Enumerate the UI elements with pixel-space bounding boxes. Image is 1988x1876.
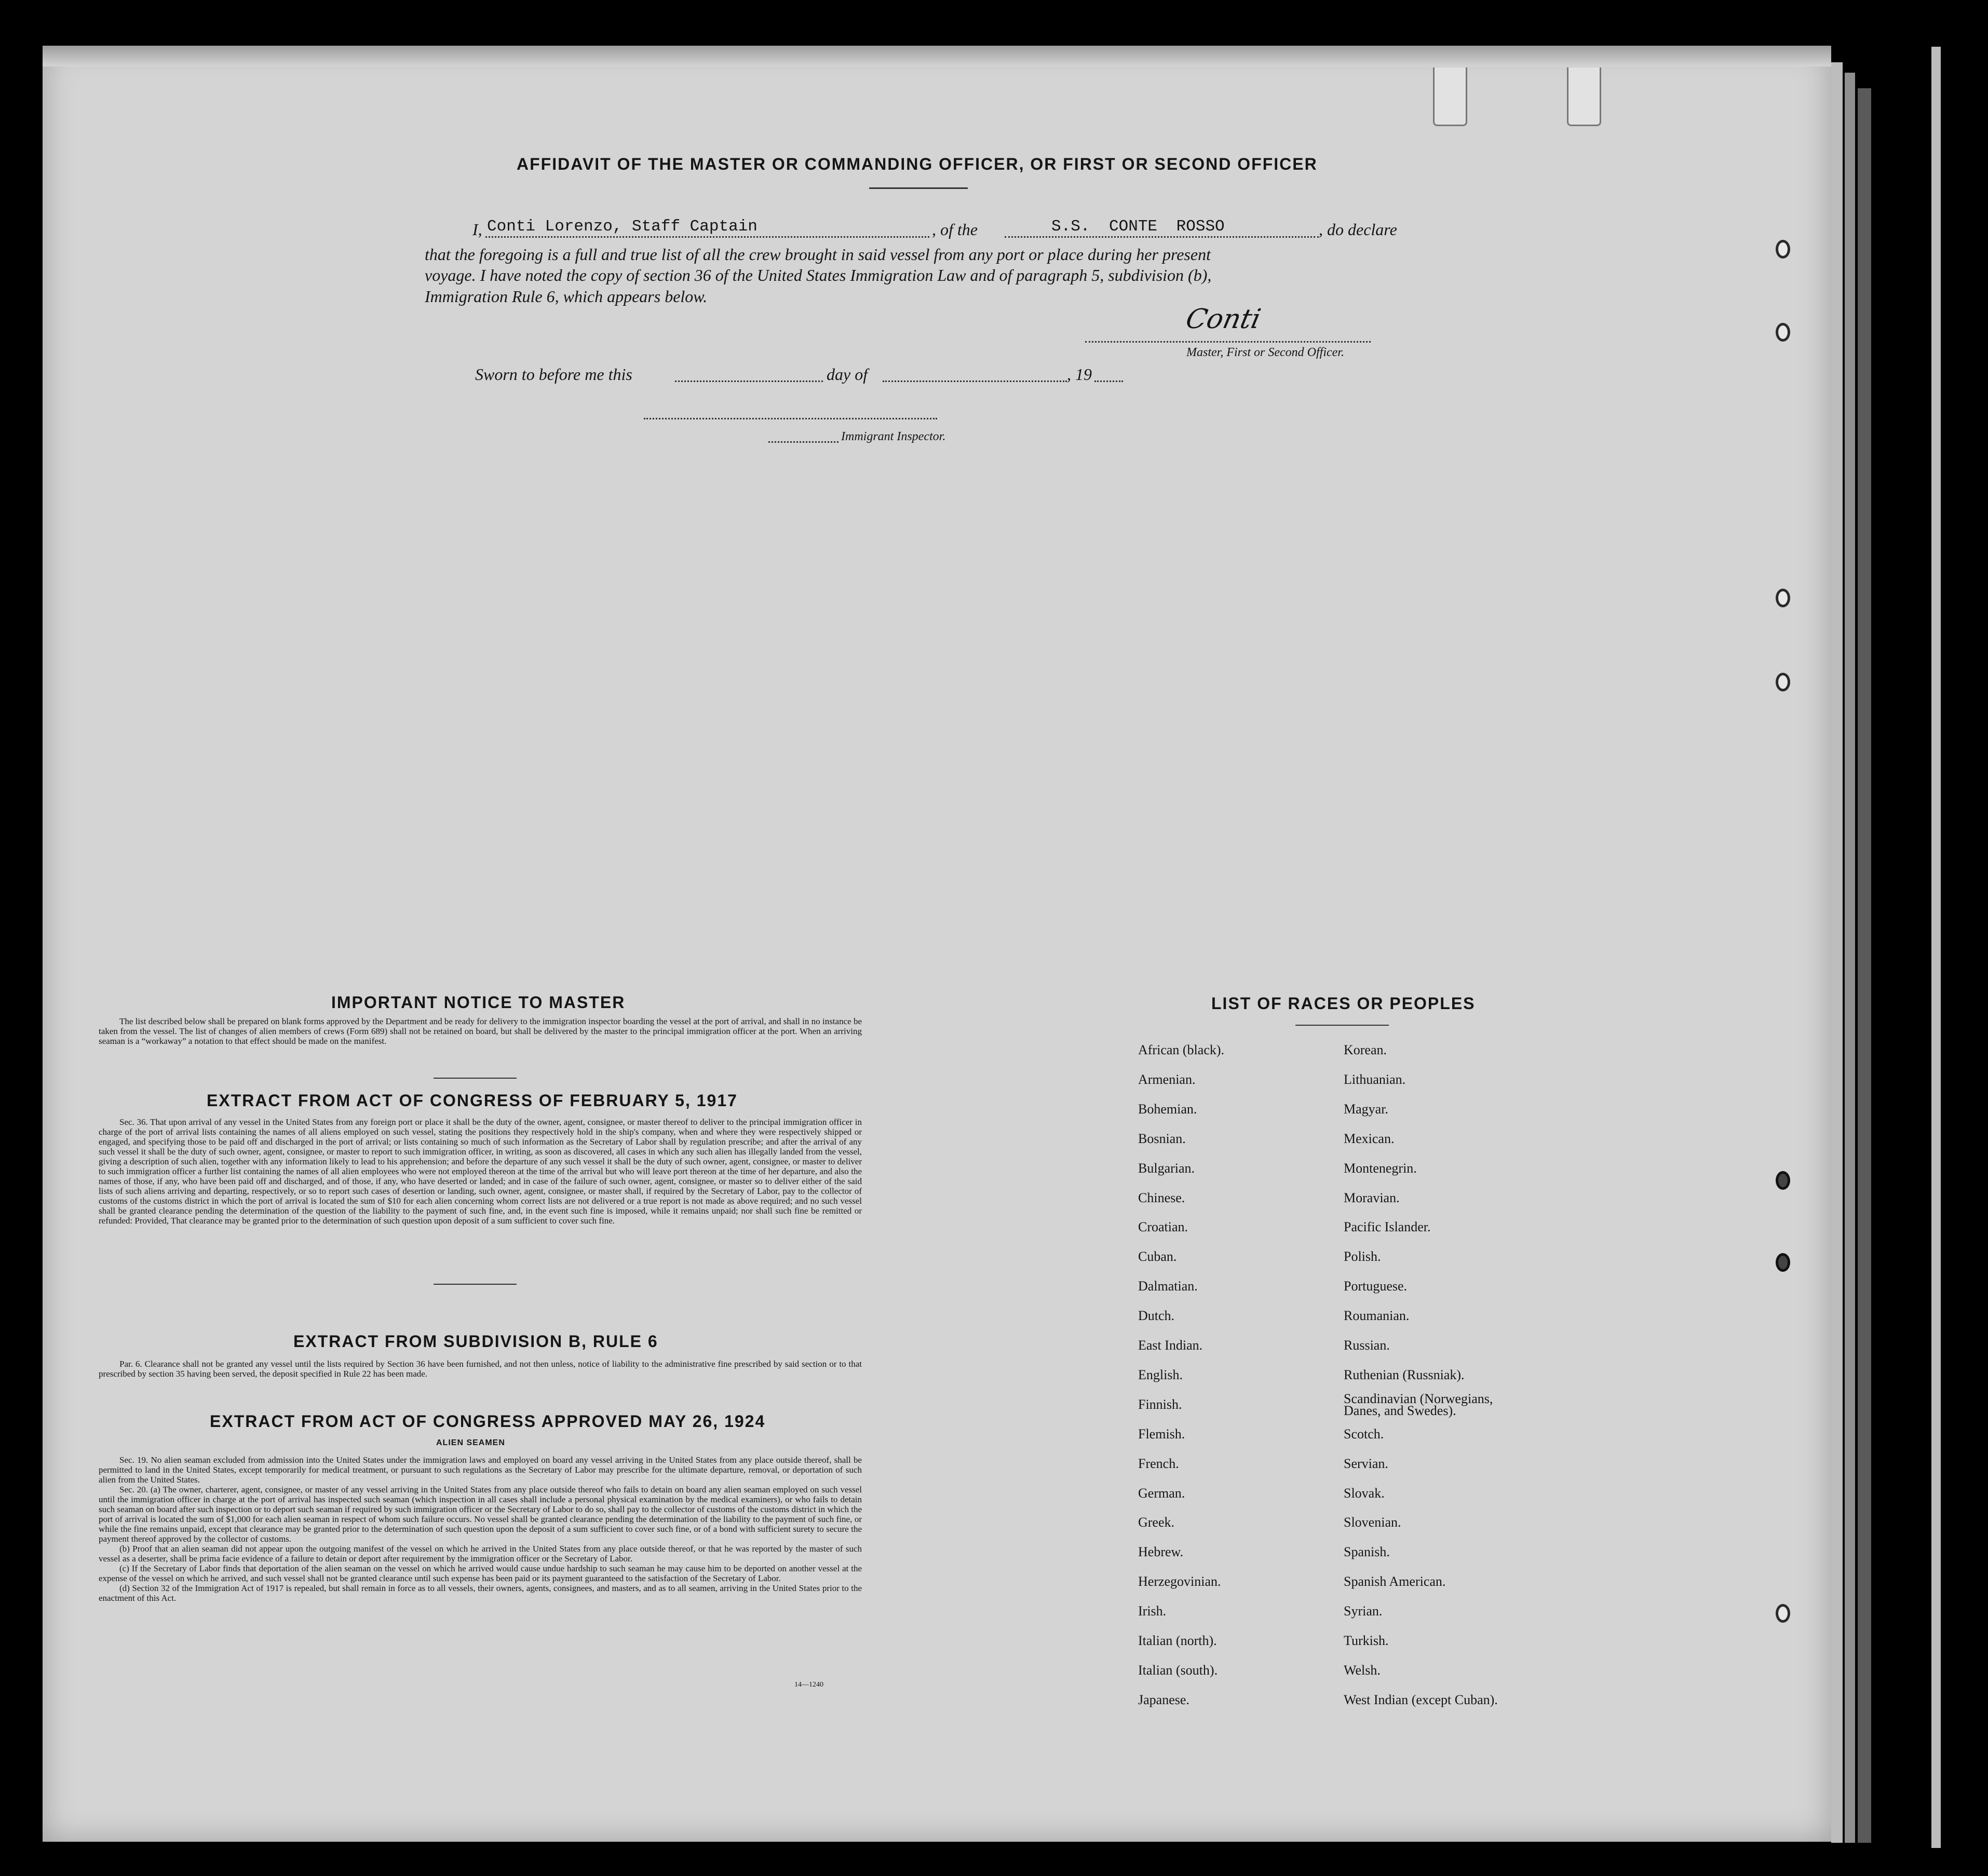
race-item: Slovenian. xyxy=(1344,1515,1401,1530)
race-item: Croatian. xyxy=(1138,1219,1188,1235)
section-paragraph: (c) If the Secretary of Labor finds that deportation of the alien seaman on the vessel on which he arrived would cause undue hardship to such seaman he may cause him to be deported on another vessel at the expense of the vessel on which he arrived, and such vessel shall not be granted clearance until such expense has been paid or its payment guaranteed to the satisfaction of the Secretary of Labor. xyxy=(99,1564,862,1583)
race-item: Slovak. xyxy=(1344,1485,1385,1501)
form-number: 14—1240 xyxy=(794,1681,823,1689)
race-item: Bohemian. xyxy=(1138,1101,1197,1117)
fill-line xyxy=(675,380,823,382)
race-item: Cuban. xyxy=(1138,1249,1177,1265)
race-item: Spanish. xyxy=(1344,1544,1390,1560)
punch-hole-icon xyxy=(1776,589,1790,607)
punch-hole-icon xyxy=(1776,1604,1790,1623)
page-edge xyxy=(1931,47,1941,1848)
punch-hole-icon xyxy=(1776,673,1790,691)
race-item: Finnish. xyxy=(1138,1396,1182,1412)
divider xyxy=(869,187,968,189)
race-item: Lithuanian. xyxy=(1344,1071,1406,1087)
race-item: Syrian. xyxy=(1344,1603,1383,1619)
race-item: Flemish. xyxy=(1138,1426,1185,1442)
extract-1917-text: Sec. 36. That upon arrival of any vessel in the United States from any foreign port or place it shall be the duty of the owner, agent, consignee, or master thereof to deliver to the principal immigration officer in charge of the port of arrival lists containing the names of all aliens employed on such vessel, stating the positions they respectively hold in the ship's company, when and where they were respectively shipped or engaged, and specifying those to be paid off and discharged in the port of arrival; or lists containing so much of such information as the Secretary of Labor shall by regulation prescribe; and after the arrival of any such vessel it shall be the duty of such owner, agent, consignee, or master to report to such immigration officer, in writing, as soon as discovered, all cases in which any such alien has illegally landed from the vessel, giving a description of such alien, together with any information likely to lead to his apprehension; and before the departure of any such vessel it shall be the duty of such owner, agent, consignee, or master to deliver to such immigration officer a further list containing the names of all alien employees who were not employed thereon at the time of the arrival but who will leave port thereon at the time of her departure, and also the names of those, if any, who have been paid off and discharged, and of those, if any, who have deserted or landed; and in case of the failure of such owner, agent, consignee, or master so to deliver either of the said lists of such aliens arriving and departing, respectively, or so to report such cases of desertion or landing, such owner, agent, consignee, or master shall, if required by the Secretary of Labor, pay to the collector of customs of the customs district in which the port of arrival is located the sum of $10 for each alien concerning whom correct lists are not delivered or a true report is not made as above required; and no such vessel shall be granted clearance pending the determination of the question of the liability to the payment of such fine, and, in the event such fine is imposed, while it remains unpaid; nor shall such fine be remitted or refunded: Provided, That clearance may be granted prior to the determination of such question upon deposit of a sum sufficient to cover such fine. xyxy=(99,1117,862,1226)
rule6-text: Par. 6. Clearance shall not be granted any vessel until the lists required by Section 36 have been furnished, and not then unless, notice of liability to the administrative fine prescribed by said section or to that prescribed by section 35 having been served, the deposit specified in Rule 22 has been made. xyxy=(99,1359,862,1379)
race-item: Japanese. xyxy=(1138,1692,1189,1707)
inspector-caption: Immigrant Inspector. xyxy=(841,430,946,443)
extract-1924-text xyxy=(99,1455,862,1603)
race-item: Italian (south). xyxy=(1138,1662,1218,1678)
affidavit-line: Immigration Rule 6, which appears below. xyxy=(425,287,708,306)
divider xyxy=(434,1284,517,1285)
race-item: Bulgarian. xyxy=(1138,1160,1195,1176)
notice-title: IMPORTANT NOTICE TO MASTER xyxy=(331,993,626,1012)
race-item: Korean. xyxy=(1344,1042,1387,1057)
race-item: Turkish. xyxy=(1344,1633,1389,1648)
extract-1917-title: EXTRACT FROM ACT OF CONGRESS OF FEBRUARY 5, 1917 xyxy=(207,1091,738,1110)
page-edge xyxy=(1858,88,1871,1843)
fill-line xyxy=(644,418,937,419)
race-item: West Indian (except Cuban). xyxy=(1344,1692,1498,1707)
do-declare-label: , do declare xyxy=(1319,220,1397,239)
race-item: English. xyxy=(1138,1367,1183,1382)
race-item: Roumanian. xyxy=(1344,1308,1410,1324)
race-item: Herzegovinian. xyxy=(1138,1574,1221,1589)
race-item: Chinese. xyxy=(1138,1190,1185,1205)
section-paragraph: Sec. 20. (a) The owner, charterer, agent, consignee, or master of any vessel arriving in the United States from any place outside thereof who fails to detain on board any alien seaman employed on such vessel until the immigration officer in charge at the port of arrival has inspected such seaman (which inspection in all cases shall include a personal physical examination by the medical examiners), or who fails to detain such seaman on board after such inspection or to deport such seaman if required by such immigration officer or the Secretary of Labor to do so, shall pay to the collector of customs of the customs district in which the port of arrival is located the sum of $1,000 for each alien seaman in respect of whom such failure occurs. No vessel shall be granted clearance pending the determination of the liability to the payment of such fine, or while the fine remains unpaid, except that clearance may be granted prior to the determination of such question upon the deposit of a sum sufficient to cover such fine, or of a bond with sufficient surety to secure the payment thereof approved by the collector of customs. xyxy=(99,1485,862,1544)
divider xyxy=(434,1078,517,1079)
sworn-label: Sworn to before me this xyxy=(475,365,632,384)
affidavit-title: AFFIDAVIT OF THE MASTER OR COMMANDING OFFICER, OR FIRST OR SECOND OFFICER xyxy=(517,155,1318,173)
race-item: Armenian. xyxy=(1138,1071,1196,1087)
affidavit-line: that the foregoing is a full and true list of all the crew brought in said vessel from any port or place during her present xyxy=(425,245,1211,264)
race-item: Russian. xyxy=(1344,1338,1390,1353)
signature-line xyxy=(1085,341,1371,343)
punch-hole-icon xyxy=(1776,323,1790,342)
race-item: Bosnian. xyxy=(1138,1131,1186,1146)
race-item: Ruthenian (Russniak). xyxy=(1344,1367,1465,1382)
fill-line xyxy=(485,236,929,238)
race-item: Scandinavian (Norwegians, Danes, and Swedes). xyxy=(1344,1391,1493,1418)
race-item: Montenegrin. xyxy=(1344,1160,1417,1176)
race-item: Greek. xyxy=(1138,1515,1175,1530)
race-item: Dalmatian. xyxy=(1138,1279,1198,1294)
signature: Conti xyxy=(1183,304,1264,335)
affidavit-line: voyage. I have noted the copy of section 36 of the United States Immigration Law and of paragraph 5, subdivision (b), xyxy=(425,266,1212,284)
divider xyxy=(1295,1025,1389,1026)
punch-hole-icon xyxy=(1776,240,1790,259)
fill-line xyxy=(1094,380,1123,382)
section-paragraph: (d) Section 32 of the Immigration Act of 1917 is repealed, but shall remain in force as to all vessels, their owners, agents, consignees, and masters, and as to all seamen, arriving in the United States prior to the enactment of this Act. xyxy=(99,1583,862,1603)
declarant-prefix: I, xyxy=(472,220,482,239)
race-item: French. xyxy=(1138,1456,1179,1471)
year-label: , 19 xyxy=(1067,365,1092,384)
fill-line xyxy=(1005,236,1319,238)
alien-seamen-subtitle: ALIEN SEAMEN xyxy=(436,1438,505,1447)
day-of-label: day of xyxy=(827,365,868,384)
officer-name-field: Conti Lorenzo, Staff Captain xyxy=(487,217,758,236)
race-item: Mexican. xyxy=(1344,1131,1395,1146)
page-edge xyxy=(1831,62,1843,1843)
race-item: Welsh. xyxy=(1344,1662,1381,1678)
punch-hole-icon xyxy=(1776,1253,1790,1272)
race-item: Portuguese. xyxy=(1344,1279,1408,1294)
rule6-title: EXTRACT FROM SUBDIVISION B, RULE 6 xyxy=(293,1332,658,1351)
section-paragraph: (b) Proof that an alien seaman did not appear upon the outgoing manifest of the vessel on which he arrived in the United States from any place outside thereof, or that he was reported by the master of such vessel as a deserter, shall be prima facie evidence of a failure to detain or deport after requirement by the immigration officer or the Secretary of Labor. xyxy=(99,1544,862,1564)
race-item: Scotch. xyxy=(1344,1426,1384,1442)
race-item: Irish. xyxy=(1138,1603,1167,1619)
page-edge xyxy=(1845,73,1855,1843)
signature-caption: Master, First or Second Officer. xyxy=(1186,346,1344,359)
race-item: Moravian. xyxy=(1344,1190,1400,1205)
punch-hole-icon xyxy=(1776,1171,1790,1190)
race-item: Servian. xyxy=(1344,1456,1388,1471)
races-title: LIST OF RACES OR PEOPLES xyxy=(1211,994,1476,1013)
binding-tab xyxy=(1433,67,1467,126)
vessel-name-field: S.S. CONTE ROSSO xyxy=(1051,217,1225,236)
notice-text: The list described below shall be prepared on blank forms approved by the Department and be ready for delivery to the immigration inspector boarding the vessel at the port of arrival, and shall in no instance be taken from the vessel. The list of changes of alien members of crews (Form 689) shall not be retained on board, but shall be delivered by the master to the principal immigration officer at the port. When an arriving seaman is a “workaway” a notation to that effect should be made on the manifest. xyxy=(99,1016,862,1046)
race-item: German. xyxy=(1138,1485,1185,1501)
of-the-label: , of the xyxy=(932,220,978,239)
race-item: East Indian. xyxy=(1138,1338,1203,1353)
race-item: Dutch. xyxy=(1138,1308,1175,1324)
race-item: Magyar. xyxy=(1344,1101,1388,1117)
fill-line xyxy=(768,441,839,443)
race-item: Spanish American. xyxy=(1344,1574,1446,1589)
fill-line xyxy=(883,380,1067,382)
race-item: African (black). xyxy=(1138,1042,1225,1057)
section-paragraph: Sec. 19. No alien seaman excluded from admission into the United States under the immigration laws and employed on board any vessel arriving in the United States from any place outside thereof, shall be permitted to land in the United States, except temporarily for medical treatment, or pursuant to such regulations as the Secretary of Labor may prescribe for the ultimate departure, removal, or deportation of such alien from the United States. xyxy=(99,1455,862,1485)
race-item: Italian (north). xyxy=(1138,1633,1217,1648)
race-item: Pacific Islander. xyxy=(1344,1219,1431,1235)
race-item: Polish. xyxy=(1344,1249,1381,1265)
binding-tab xyxy=(1567,67,1601,126)
extract-1924-title: EXTRACT FROM ACT OF CONGRESS APPROVED MAY 26, 1924 xyxy=(210,1412,766,1431)
race-item: Hebrew. xyxy=(1138,1544,1184,1560)
